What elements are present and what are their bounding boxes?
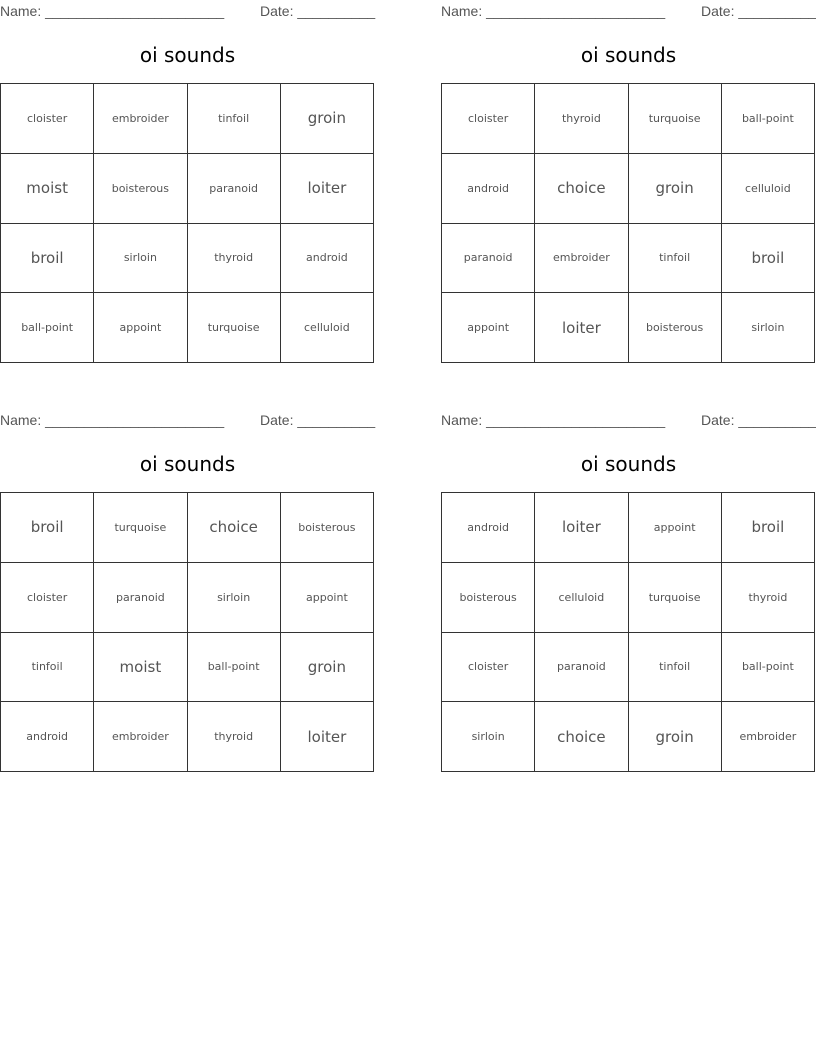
bingo-cell: cloister bbox=[1, 84, 94, 154]
bingo-cell: sirloin bbox=[722, 293, 815, 363]
bingo-cell: thyroid bbox=[188, 224, 281, 294]
bingo-cell: ball-point bbox=[722, 633, 815, 703]
bingo-cell: appoint bbox=[94, 293, 187, 363]
bingo-cell: celluloid bbox=[281, 293, 374, 363]
bingo-cell: ball-point bbox=[188, 633, 281, 703]
card-title: oi sounds bbox=[580, 43, 677, 67]
name-field: Name: _______________________ bbox=[0, 412, 225, 428]
bingo-cell: choice bbox=[188, 493, 281, 563]
bingo-cell: embroider bbox=[722, 702, 815, 772]
bingo-cell: broil bbox=[1, 493, 94, 563]
bingo-cell: boisterous bbox=[629, 293, 722, 363]
bingo-cell: tinfoil bbox=[629, 633, 722, 703]
bingo-cell: broil bbox=[1, 224, 94, 294]
bingo-cell: turquoise bbox=[94, 493, 187, 563]
bingo-cell: groin bbox=[281, 633, 374, 703]
bingo-cell: tinfoil bbox=[188, 84, 281, 154]
bingo-cell: broil bbox=[722, 493, 815, 563]
bingo-cell: groin bbox=[629, 702, 722, 772]
bingo-cell: embroider bbox=[535, 224, 628, 294]
bingo-cell: appoint bbox=[442, 293, 535, 363]
bingo-cell: paranoid bbox=[188, 154, 281, 224]
name-field: Name: _______________________ bbox=[441, 412, 666, 428]
bingo-cell: boisterous bbox=[442, 563, 535, 633]
bingo-cell: cloister bbox=[1, 563, 94, 633]
bingo-cell: thyroid bbox=[188, 702, 281, 772]
bingo-cell: android bbox=[442, 154, 535, 224]
bingo-cell: appoint bbox=[629, 493, 722, 563]
date-field: Date: __________ bbox=[701, 412, 816, 428]
bingo-cell: turquoise bbox=[629, 563, 722, 633]
bingo-cell: tinfoil bbox=[629, 224, 722, 294]
card-title: oi sounds bbox=[580, 452, 677, 476]
bingo-cell: loiter bbox=[535, 493, 628, 563]
bingo-cell: paranoid bbox=[94, 563, 187, 633]
bingo-cell: groin bbox=[281, 84, 374, 154]
bingo-cell: choice bbox=[535, 702, 628, 772]
bingo-cell: paranoid bbox=[535, 633, 628, 703]
bingo-cell: ball-point bbox=[722, 84, 815, 154]
bingo-cell: turquoise bbox=[629, 84, 722, 154]
bingo-cell: appoint bbox=[281, 563, 374, 633]
bingo-grid bbox=[441, 83, 815, 363]
bingo-cell: android bbox=[442, 493, 535, 563]
bingo-cell: tinfoil bbox=[1, 633, 94, 703]
card-title: oi sounds bbox=[139, 43, 236, 67]
bingo-cell: android bbox=[281, 224, 374, 294]
card-title: oi sounds bbox=[139, 452, 236, 476]
bingo-cell: embroider bbox=[94, 702, 187, 772]
bingo-grid bbox=[0, 83, 374, 363]
bingo-cell: moist bbox=[94, 633, 187, 703]
bingo-cell: ball-point bbox=[1, 293, 94, 363]
bingo-cell: thyroid bbox=[535, 84, 628, 154]
bingo-cell: celluloid bbox=[535, 563, 628, 633]
bingo-cell: boisterous bbox=[94, 154, 187, 224]
name-field: Name: _______________________ bbox=[441, 3, 666, 19]
bingo-cell: thyroid bbox=[722, 563, 815, 633]
bingo-cell: boisterous bbox=[281, 493, 374, 563]
bingo-cell: broil bbox=[722, 224, 815, 294]
date-field: Date: __________ bbox=[260, 412, 376, 428]
name-date-header bbox=[441, 411, 816, 429]
bingo-cell: loiter bbox=[535, 293, 628, 363]
bingo-cell: cloister bbox=[442, 633, 535, 703]
bingo-grid bbox=[0, 492, 374, 772]
bingo-cell: sirloin bbox=[442, 702, 535, 772]
bingo-cell: turquoise bbox=[188, 293, 281, 363]
bingo-cell: embroider bbox=[94, 84, 187, 154]
bingo-cell: groin bbox=[629, 154, 722, 224]
name-date-header bbox=[0, 411, 375, 429]
bingo-cell: paranoid bbox=[442, 224, 535, 294]
name-field: Name: _______________________ bbox=[0, 3, 225, 19]
bingo-grid bbox=[441, 492, 815, 772]
bingo-cell: sirloin bbox=[94, 224, 187, 294]
name-date-header bbox=[0, 2, 375, 20]
bingo-cell: cloister bbox=[442, 84, 535, 154]
date-field: Date: __________ bbox=[701, 3, 816, 19]
bingo-cell: android bbox=[1, 702, 94, 772]
date-field: Date: __________ bbox=[260, 3, 376, 19]
bingo-cell: loiter bbox=[281, 702, 374, 772]
name-date-header bbox=[441, 2, 816, 20]
bingo-cell: celluloid bbox=[722, 154, 815, 224]
bingo-cell: choice bbox=[535, 154, 628, 224]
bingo-cell: moist bbox=[1, 154, 94, 224]
bingo-cell: loiter bbox=[281, 154, 374, 224]
bingo-cell: sirloin bbox=[188, 563, 281, 633]
